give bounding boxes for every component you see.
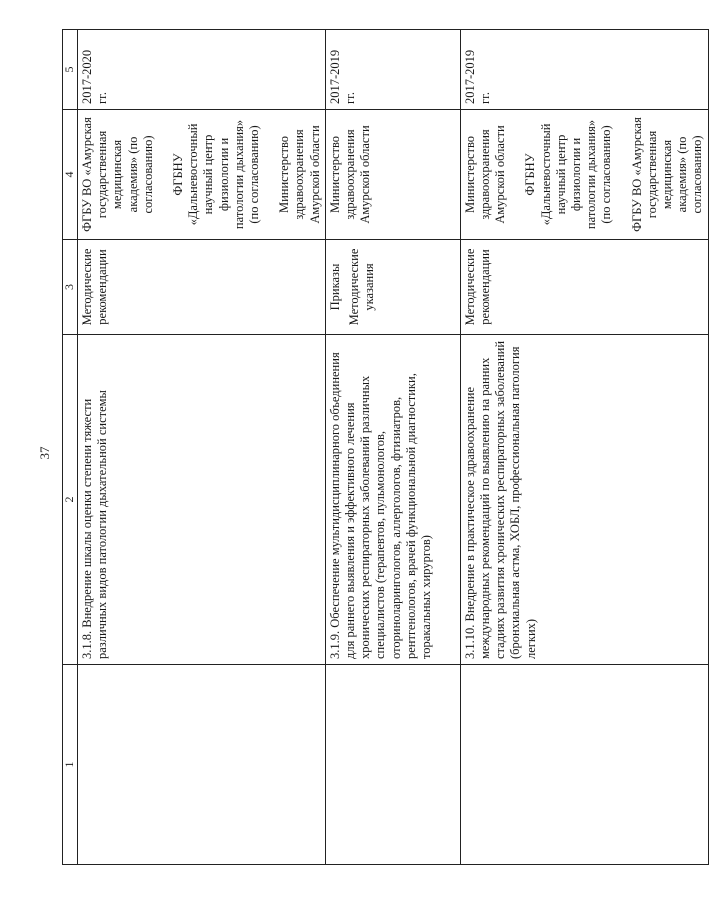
executor-item: Министерство здравоохранения Амурской области [462,125,508,224]
header-col-2: 2 [63,335,78,665]
page-number: 37 [37,446,52,460]
form-item: Методические рекомендации [80,248,110,326]
header-col-4: 4 [63,110,78,240]
executor-item: Министерство здравоохранения Амурской области [327,125,373,224]
measure-cell: 3.1.9. Обеспечение мультидисциплинарного объединения для раннего выявления и эффективного лечения хронических респираторных заболеваний различных специалистов (терапевтов, пульмонологов, оториноларингологов, аллергологов, фтизиатров, рентгенологов, врачей функциональной диагностики, торакальных хирургов) [325,335,460,665]
header-col-3: 3 [63,240,78,335]
executors-cell [78,110,326,240]
table-row [460,30,708,865]
measure-cell: 3.1.10. Внедрение в практическое здравоохранение международных рекомендаций по выявлению на ранних стадиях развития хронических респираторных заболеваний (бронхиальная астма, ХОБЛ, профессиональная патология легких) [460,335,708,665]
form-cell [325,240,460,335]
executor-item: ФГБНУ «Дальневосточный научный центр физиологии и патологии дыхания» (по согласованию) [171,119,262,230]
table-row [78,30,326,865]
executor-item: ФГБНУ «Дальневосточный научный центр физиологии и патологии дыхания» (по согласованию) [523,119,614,230]
executors-cell [460,110,708,240]
executor-item: ФГБУ ВО «Амурская государственная медицинская академия» (по согласованию) [80,117,155,232]
measures-table [62,29,709,865]
row-empty-cell [460,665,708,865]
rotated-table-wrapper [62,30,705,865]
row-empty-cell [325,665,460,865]
header-col-1: 1 [63,665,78,865]
term-cell: 2017-2019 гг. [460,30,708,110]
executor-item: Министерство здравоохранения Амурской области [277,125,322,224]
row-empty-cell [78,665,326,865]
form-item: Приказы [327,263,342,311]
term-cell: 2017-2019 гг. [325,30,460,110]
form-cell [78,240,326,335]
executors-cell [325,110,460,240]
measure-cell: 3.1.8. Внедрение шкалы оценки степени тяжести различных видов патологии дыхательной системы [78,335,326,665]
form-cell [460,240,708,335]
form-item: Методические указания [347,248,377,326]
header-row [63,30,78,865]
term-cell: 2017-2020 гг. [78,30,326,110]
form-item: Методические рекомендации [462,248,493,326]
executor-item: ФГБУ ВО «Амурская государственная медицинская академия» (по согласованию) [629,117,705,232]
header-col-5: 5 [63,30,78,110]
table-row [325,30,460,865]
